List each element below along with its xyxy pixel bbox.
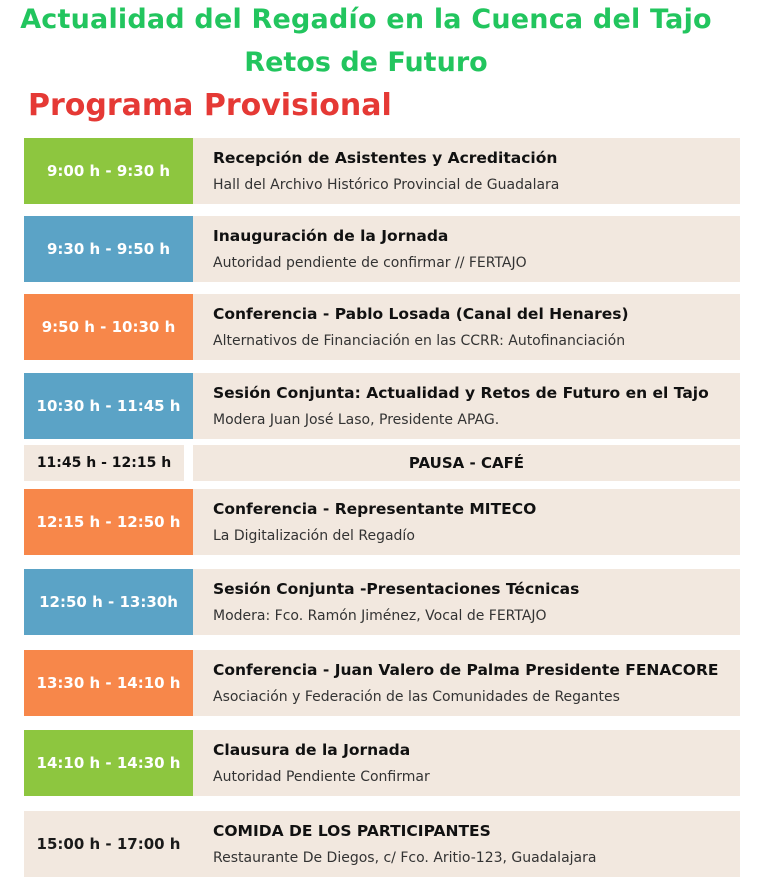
time-slot: 14:10 h - 14:30 h xyxy=(24,730,193,796)
session-box xyxy=(193,489,740,555)
session-detail: Autoridad pendiente de confirmar // FERTAJO xyxy=(213,255,527,271)
event-subtitle: Retos de Futuro xyxy=(244,47,488,78)
schedule-row xyxy=(24,569,740,635)
time-slot: 12:15 h - 12:50 h xyxy=(24,489,193,555)
time-slot: 15:00 h - 17:00 h xyxy=(24,811,193,877)
session-detail: Hall del Archivo Histórico Provincial de Guadalara xyxy=(213,177,560,193)
session-detail: La Digitalización del Regadío xyxy=(213,528,415,544)
session-detail: Modera: Fco. Ramón Jiménez, Vocal de FERTAJO xyxy=(213,608,547,624)
schedule-row xyxy=(24,216,740,282)
session-box xyxy=(193,294,740,360)
time-slot: 9:00 h - 9:30 h xyxy=(24,138,193,204)
session-box xyxy=(193,811,740,877)
session-detail: Autoridad Pendiente Confirmar xyxy=(213,769,430,785)
break-label: PAUSA - CAFÉ xyxy=(193,445,740,481)
schedule-row xyxy=(24,489,740,555)
session-box xyxy=(193,216,740,282)
session-box xyxy=(193,569,740,635)
session-box xyxy=(193,730,740,796)
session-box xyxy=(193,650,740,716)
session-box xyxy=(193,373,740,439)
time-slot: 10:30 h - 11:45 h xyxy=(24,373,193,439)
session-title: Sesión Conjunta -Presentaciones Técnicas xyxy=(213,580,580,598)
schedule-row xyxy=(24,138,740,204)
session-title: Sesión Conjunta: Actualidad y Retos de Futuro en el Tajo xyxy=(213,384,709,402)
session-detail: Alternativos de Financiación en las CCRR: Autofinanciación xyxy=(213,333,626,349)
session-title: Conferencia - Pablo Losada (Canal del Henares) xyxy=(213,305,629,323)
session-detail: Modera Juan José Laso, Presidente APAG. xyxy=(213,412,500,428)
session-title: Clausura de la Jornada xyxy=(213,741,411,759)
session-title: COMIDA DE LOS PARTICIPANTES xyxy=(213,822,491,840)
session-title: Conferencia - Representante MITECO xyxy=(213,500,537,518)
break-time: 11:45 h - 12:15 h xyxy=(24,445,184,481)
event-title: Actualidad del Regadío en la Cuenca del Tajo xyxy=(20,4,712,35)
program-heading: Programa Provisional xyxy=(28,88,392,123)
schedule-row xyxy=(24,373,740,439)
session-title: Conferencia - Juan Valero de Palma Presidente FENACORE xyxy=(213,661,719,679)
session-box xyxy=(193,138,740,204)
session-title: Inauguración de la Jornada xyxy=(213,227,449,245)
schedule-row xyxy=(24,294,740,360)
schedule-row xyxy=(24,730,740,796)
session-detail: Restaurante De Diegos, c/ Fco. Aritio-123, Guadalajara xyxy=(213,850,597,866)
time-slot: 9:30 h - 9:50 h xyxy=(24,216,193,282)
schedule-row xyxy=(24,811,740,877)
time-slot: 9:50 h - 10:30 h xyxy=(24,294,193,360)
break-row xyxy=(24,445,740,481)
session-title: Recepción de Asistentes y Acreditación xyxy=(213,149,558,167)
session-detail: Asociación y Federación de las Comunidades de Regantes xyxy=(213,689,620,705)
schedule-row xyxy=(24,650,740,716)
time-slot: 13:30 h - 14:10 h xyxy=(24,650,193,716)
time-slot: 12:50 h - 13:30h xyxy=(24,569,193,635)
